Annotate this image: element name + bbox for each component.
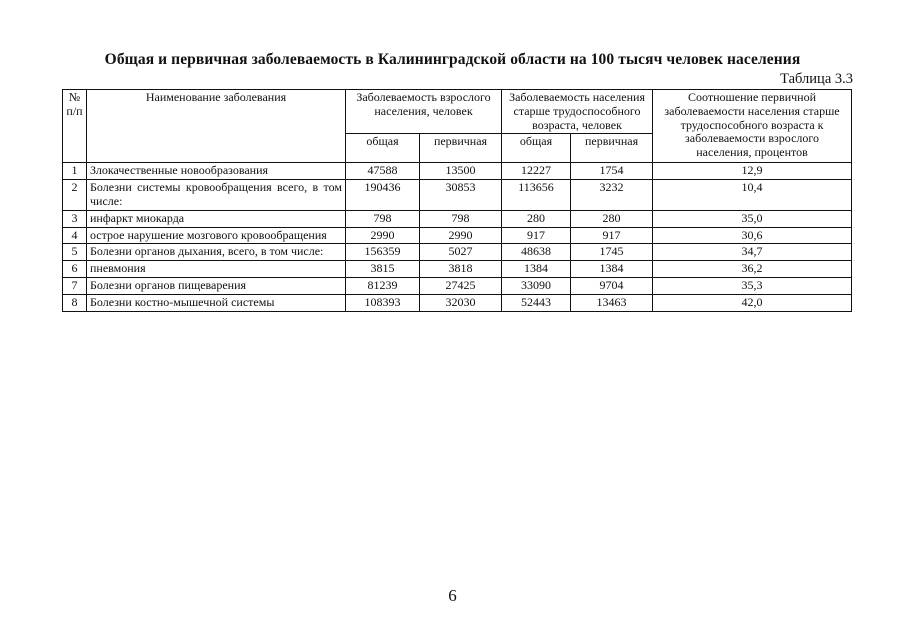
disease-name: Болезни системы кровообращения всего, в том числе:: [87, 180, 346, 211]
table-row: [63, 294, 852, 311]
header-adult-primary: первичная: [420, 134, 502, 163]
ratio-value: 10,4: [653, 180, 852, 211]
elderly-total-value: 12227: [502, 163, 571, 180]
row-number: 1: [63, 163, 87, 180]
page-number: 6: [448, 586, 457, 605]
adult-primary-value: 798: [420, 210, 502, 227]
disease-name: Злокачественные новообразования: [87, 163, 346, 180]
elderly-primary-value: 917: [571, 227, 653, 244]
elderly-total-value: 917: [502, 227, 571, 244]
elderly-primary-value: 1384: [571, 261, 653, 278]
ratio-value: 35,0: [653, 210, 852, 227]
adult-total-value: 3815: [346, 261, 420, 278]
adult-total-value: 190436: [346, 180, 420, 211]
header-adult: Заболеваемость взрослого населения, человек: [346, 90, 502, 134]
adult-primary-value: 32030: [420, 294, 502, 311]
table-row: [63, 261, 852, 278]
elderly-primary-value: 3232: [571, 180, 653, 211]
adult-total-value: 108393: [346, 294, 420, 311]
adult-total-value: 156359: [346, 244, 420, 261]
row-number: 5: [63, 244, 87, 261]
header-elderly: Заболеваемость населения старше трудоспособного возраста, человек: [502, 90, 653, 134]
table-row: [63, 227, 852, 244]
table-title: Общая и первичная заболеваемость в Калининградской области на 100 тысяч человек населения: [104, 51, 801, 68]
elderly-total-value: 1384: [502, 261, 571, 278]
header-adult-total: общая: [346, 134, 420, 163]
adult-primary-value: 13500: [420, 163, 502, 180]
table-row: [63, 180, 852, 211]
disease-name: пневмония: [87, 261, 346, 278]
disease-name: Болезни костно-мышечной системы: [87, 294, 346, 311]
disease-name: Болезни органов дыхания, всего, в том числе:: [87, 244, 346, 261]
ratio-value: 35,3: [653, 277, 852, 294]
elderly-primary-value: 13463: [571, 294, 653, 311]
header-num: № п/п: [63, 90, 87, 163]
ratio-value: 34,7: [653, 244, 852, 261]
elderly-total-value: 280: [502, 210, 571, 227]
elderly-primary-value: 1745: [571, 244, 653, 261]
row-number: 7: [63, 277, 87, 294]
header-ratio: Соотношение первичной заболеваемости населения старше трудоспособного возраста к заболеваемости взрослого населения, процентов: [653, 90, 852, 163]
adult-primary-value: 27425: [420, 277, 502, 294]
ratio-value: 30,6: [653, 227, 852, 244]
header-elderly-primary: первичная: [571, 134, 653, 163]
adult-total-value: 798: [346, 210, 420, 227]
elderly-primary-value: 9704: [571, 277, 653, 294]
elderly-total-value: 113656: [502, 180, 571, 211]
ratio-value: 36,2: [653, 261, 852, 278]
elderly-primary-value: 280: [571, 210, 653, 227]
adult-total-value: 2990: [346, 227, 420, 244]
adult-primary-value: 2990: [420, 227, 502, 244]
adult-total-value: 47588: [346, 163, 420, 180]
disease-name: острое нарушение мозгового кровообращения: [87, 227, 346, 244]
row-number: 3: [63, 210, 87, 227]
adult-total-value: 81239: [346, 277, 420, 294]
row-number: 8: [63, 294, 87, 311]
ratio-value: 42,0: [653, 294, 852, 311]
table-row: [63, 277, 852, 294]
header-elderly-total: общая: [502, 134, 571, 163]
row-number: 6: [63, 261, 87, 278]
elderly-total-value: 52443: [502, 294, 571, 311]
elderly-total-value: 33090: [502, 277, 571, 294]
morbidity-table: [62, 89, 852, 312]
adult-primary-value: 3818: [420, 261, 502, 278]
header-name: Наименование заболевания: [87, 90, 346, 163]
adult-primary-value: 30853: [420, 180, 502, 211]
table-row: [63, 244, 852, 261]
disease-name: инфаркт миокарда: [87, 210, 346, 227]
header-row-1: [63, 90, 852, 134]
disease-name: Болезни органов пищеварения: [87, 277, 346, 294]
adult-primary-value: 5027: [420, 244, 502, 261]
ratio-value: 12,9: [653, 163, 852, 180]
elderly-primary-value: 1754: [571, 163, 653, 180]
row-number: 4: [63, 227, 87, 244]
table-row: [63, 210, 852, 227]
row-number: 2: [63, 180, 87, 211]
table-row: [63, 163, 852, 180]
table-label: Таблица 3.3: [780, 71, 853, 87]
elderly-total-value: 48638: [502, 244, 571, 261]
